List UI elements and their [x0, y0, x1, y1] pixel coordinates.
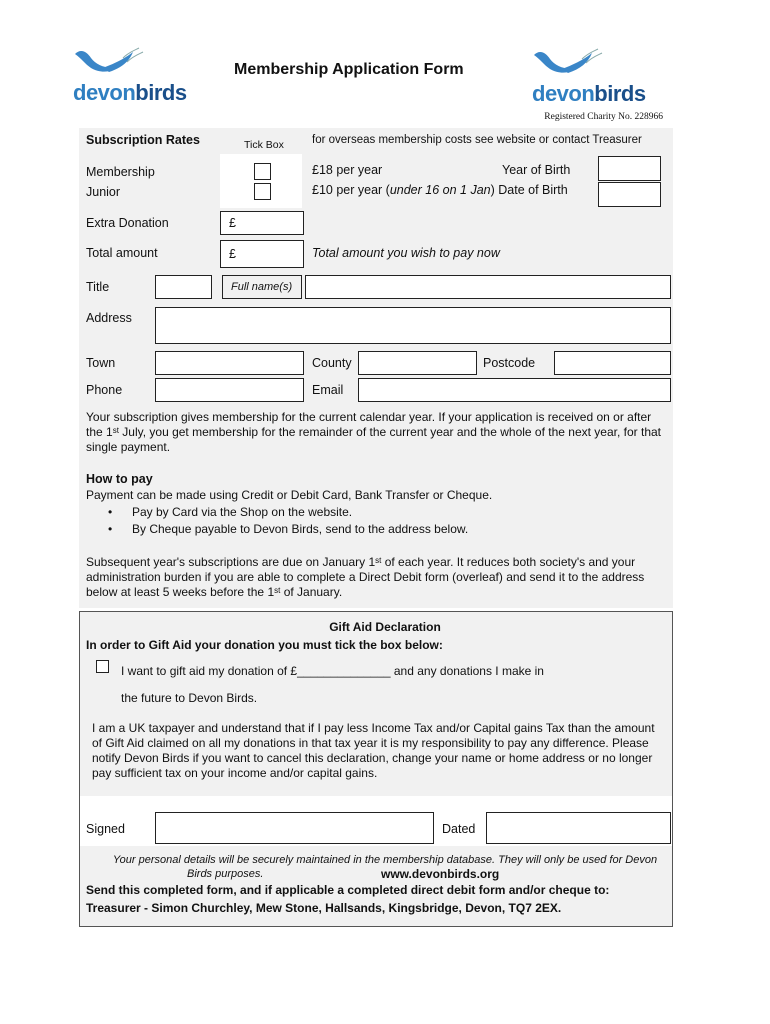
membership-period-text [86, 410, 666, 455]
extra-donation-label: Extra Donation [86, 216, 169, 230]
phone-input[interactable] [155, 378, 304, 402]
privacy-note-end: Birds purposes. [187, 868, 264, 880]
renewal-sup: st [375, 556, 382, 565]
how-to-pay-text: Payment can be made using Credit or Debit Card, Bank Transfer or Cheque. [86, 488, 493, 502]
junior-rate [312, 183, 568, 197]
send-instruction: Send this completed form, and if applicable a completed direct debit form and/or cheque to: [86, 883, 610, 897]
how-to-pay-heading: How to pay [86, 472, 153, 486]
junior-rate-suffix: ) Date of Birth [490, 183, 568, 197]
junior-label: Junior [86, 185, 121, 199]
renewal-text-b: of each year. It reduces both society's and your administration burden if you are able to complete a Direct Debit form (overleaf) and send it to the address below at least 5 weeks before the 1 [86, 555, 645, 599]
overseas-note: for overseas membership costs see website or contact Treasurer [312, 134, 642, 146]
charity-number: Registered Charity No. 228966 [544, 112, 663, 122]
renewal-text-c: of January. [280, 585, 343, 599]
junior-checkbox[interactable] [254, 183, 271, 200]
total-amount-note: Total amount you wish to pay now [312, 246, 500, 260]
renewal-sup-2: st [274, 586, 281, 595]
total-amount-label: Total amount [86, 246, 158, 260]
date-input[interactable] [486, 812, 671, 844]
email-input[interactable] [358, 378, 671, 402]
privacy-note-1: Your personal details will be securely maintained in the membership database. They will only be used for Devon [112, 854, 658, 866]
signature-input[interactable] [155, 812, 434, 844]
logo-word-birds: birds [594, 81, 646, 106]
currency-symbol: £ [229, 216, 236, 230]
devonbirds-logo-left [73, 46, 213, 106]
year-of-birth-input[interactable] [598, 156, 661, 181]
gift-aid-checkbox[interactable] [96, 660, 109, 673]
county-input[interactable] [358, 351, 477, 375]
payment-methods-list [132, 504, 468, 538]
title-label: Title [86, 280, 110, 294]
gift-aid-line-1: I want to gift aid my donation of £______________ and any donations I make in [121, 664, 544, 678]
address-label: Address [86, 311, 132, 325]
email-label: Email [312, 383, 344, 397]
period-text-b: July, you get membership for the remainder of the current year and the whole of the next year, for that single payment. [86, 425, 662, 454]
full-names-input[interactable] [305, 275, 671, 299]
tick-box-heading: Tick Box [244, 139, 284, 151]
dated-label: Dated [442, 822, 476, 836]
junior-dob-input[interactable] [598, 182, 661, 207]
taxpayer-declaration: I am a UK taxpayer and understand that if I pay less Income Tax and/or Capital gains Tax than the amount of Gift Aid claimed on all my donations in that tax year it is my responsibility to pay any difference. Please notify Devon Birds if you want to cancel this declaration, change your name or home address or no longer pay sufficient tax on your income and/or capital gains. [92, 721, 655, 780]
town-input[interactable] [155, 351, 304, 375]
address-input[interactable] [155, 307, 671, 344]
county-label: County [312, 356, 352, 370]
privacy-note-2 [187, 868, 263, 880]
town-label: Town [86, 356, 116, 370]
extra-donation-input[interactable] [220, 211, 304, 235]
list-item: • By Cheque payable to Devon Birds, send to the address below. [132, 521, 468, 538]
full-names-tag [222, 275, 302, 299]
title-input[interactable] [155, 275, 212, 299]
membership-label: Membership [86, 165, 155, 179]
treasurer-address: Treasurer - Simon Churchley, Mew Stone, Hallsands, Kingsbridge, Devon, TQ7 2EX. [86, 901, 562, 915]
signed-label: Signed [86, 822, 125, 836]
membership-checkbox[interactable] [254, 163, 271, 180]
currency-symbol: £ [229, 247, 236, 261]
list-item: • Pay by Card via the Shop on the website. [132, 504, 468, 521]
junior-rate-prefix: £10 per year ( [312, 183, 390, 197]
gift-aid-instruction: In order to Gift Aid your donation you must tick the box below: [86, 638, 443, 652]
gift-aid-heading: Gift Aid Declaration [329, 620, 441, 634]
membership-rate: £18 per year [312, 163, 383, 177]
total-amount-input[interactable] [220, 240, 304, 268]
devonbirds-logo-right [532, 47, 672, 107]
logo-word-birds: birds [135, 80, 187, 105]
full-names-label: Full name(s) [231, 281, 293, 293]
junior-rate-note: under 16 on 1 Jan [389, 183, 491, 197]
postcode-label: Postcode [483, 356, 536, 370]
logo-word-devon: devon [532, 81, 595, 106]
period-text-a: Your subscription gives membership for the current calendar year. If your application is received on or after the 1 [86, 410, 652, 439]
postcode-input[interactable] [554, 351, 671, 375]
website-link[interactable]: www.devonbirds.org [381, 867, 500, 881]
renewal-text-a: Subsequent year's subscriptions are due on January 1 [86, 555, 376, 569]
gift-aid-line-2: the future to Devon Birds. [121, 691, 258, 705]
page-title: Membership Application Form [234, 61, 464, 78]
phone-label: Phone [86, 383, 123, 397]
renewal-text [86, 555, 666, 600]
subscription-heading: Subscription Rates [86, 133, 200, 147]
logo-word-devon: devon [73, 80, 136, 105]
year-of-birth-label: Year of Birth [502, 163, 571, 177]
period-sup: st [112, 426, 119, 435]
